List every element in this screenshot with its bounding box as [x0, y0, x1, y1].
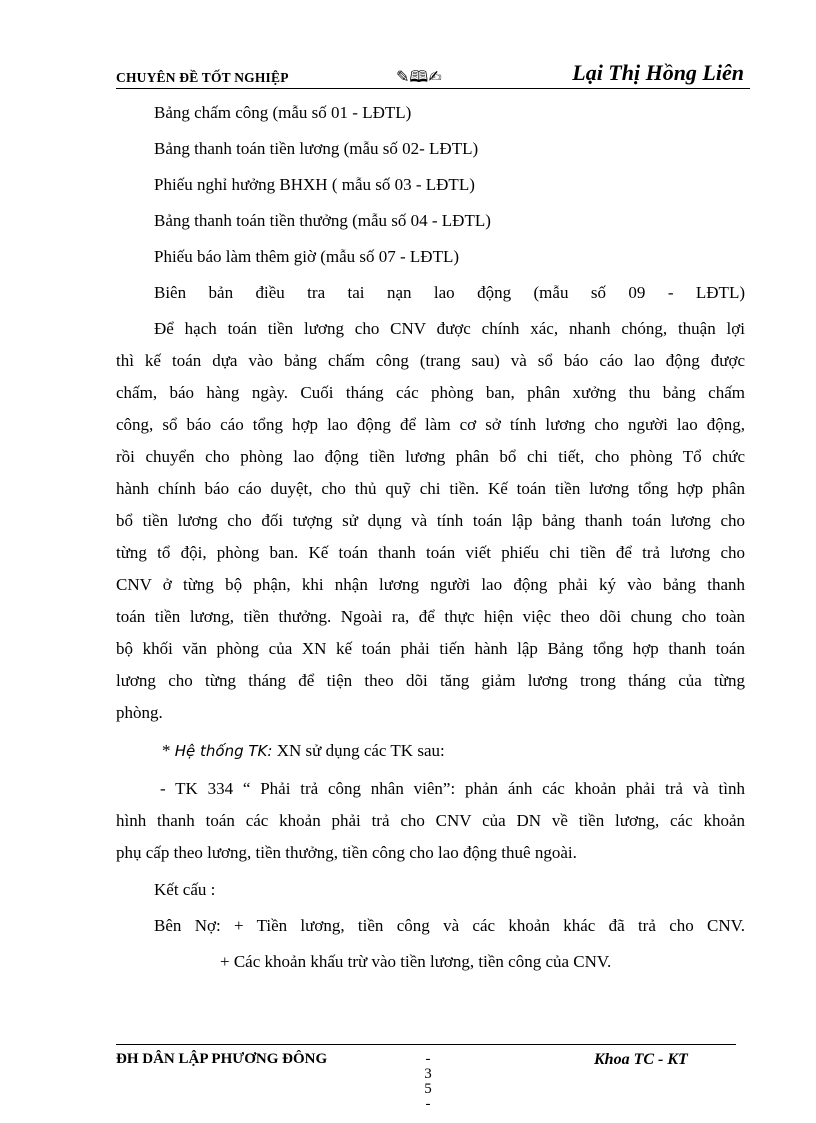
- debit-line: Bên Nợ: + Tiền lương, tiền công và các khoản khác đã trả cho CNV.: [154, 916, 745, 935]
- page-footer: [116, 1044, 736, 1068]
- paragraph-line: chấm, báo hàng ngày. Cuối tháng các phòng ban, phân xưởng thu bảng chấm: [116, 383, 745, 402]
- paragraph-line: toán tiền lương, tiền thưởng. Ngoài ra, để thực hiện việc theo dõi chung cho toàn: [116, 607, 745, 626]
- page-number-char: -: [425, 1051, 431, 1067]
- form-item: Phiếu nghỉ hưởng BHXH ( mẫu số 03 - LĐTL): [154, 175, 475, 194]
- page-number-char: 5: [424, 1081, 432, 1097]
- page-header: [116, 58, 750, 89]
- footer-university: ĐH DÂN LẬP PHƯƠNG ĐÔNG: [116, 1051, 328, 1067]
- paragraph-line: CNV ở từng bộ phận, khi nhận lương người lao động phải ký vào bảng thanh: [116, 575, 745, 594]
- paragraph-line: phòng.: [116, 703, 163, 722]
- system-accounts-label: Hệ thống TK:: [174, 742, 273, 760]
- footer-faculty: Khoa TC - KT: [594, 1051, 688, 1068]
- header-document-title: CHUYÊN ĐỀ TỐT NGHIỆP: [116, 70, 289, 85]
- page-number-char: -: [425, 1096, 431, 1112]
- structure-label: Kết cấu :: [154, 880, 216, 899]
- paragraph-line: từng tổ đội, phòng ban. Kế toán thanh toán viết phiếu chi tiền để trả lương cho: [116, 543, 745, 562]
- page-number-char: 3: [424, 1066, 432, 1082]
- paragraph-line: Để hạch toán tiền lương cho CNV được chính xác, nhanh chóng, thuận lợi: [154, 319, 745, 338]
- paragraph-line: thì kế toán dựa vào bảng chấm công (trang sau) và sổ báo cáo lao động được: [116, 351, 745, 370]
- tk334-line: - TK 334 “ Phải trả công nhân viên”: phản ánh các khoản phải trả và tình: [160, 779, 745, 798]
- paragraph-line: lương cho từng tháng để tiện theo dõi tăng giảm lương trong tháng của từng: [116, 671, 745, 690]
- form-item: Phiếu báo làm thêm giờ (mẫu số 07 - LĐTL): [154, 247, 460, 266]
- system-accounts-text: XN sử dụng các TK sau:: [272, 741, 445, 760]
- paragraph-line: bổ tiền lương cho đối tượng sử dụng và tính toán lập bảng thanh toán lương cho: [116, 511, 745, 530]
- form-item: Bảng chấm công (mẫu số 01 - LĐTL): [154, 103, 412, 122]
- paragraph-line: công, sổ báo cáo tổng hợp lao động để làm cơ sở tính lương cho người lao động,: [116, 415, 745, 434]
- debit-line: + Các khoản khấu trừ vào tiền lương, tiền công của CNV.: [220, 952, 612, 971]
- header-author-name: Lại Thị Hồng Liên: [572, 60, 744, 85]
- page-number: [420, 1052, 436, 1112]
- bullet-asterisk: *: [162, 741, 175, 760]
- form-item: Biên bản điều tra tai nạn lao động (mẫu số 09 - LĐTL): [154, 283, 745, 302]
- form-item: Bảng thanh toán tiền thưởng (mẫu số 04 - LĐTL): [154, 211, 491, 230]
- form-item: Bảng thanh toán tiền lương (mẫu số 02- LĐTL): [154, 139, 479, 158]
- paragraph-line: bộ khối văn phòng của XN kế toán phải tiến hành lập Bảng tổng hợp thanh toán: [116, 639, 745, 658]
- book-pen-ornament-icon: ✎🕮✍: [396, 67, 442, 86]
- system-accounts-line: [116, 741, 791, 761]
- tk334-line: phụ cấp theo lương, tiền thưởng, tiền công cho lao động thuê ngoài.: [116, 843, 577, 862]
- paragraph-line: rồi chuyển cho phòng lao động tiền lương phân bổ chi tiết, cho phòng Tổ chức: [116, 447, 745, 466]
- paragraph-line: hành chính báo cáo duyệt, cho thủ quỹ chi tiền. Kế toán tiền lương tổng hợp phân: [116, 479, 745, 498]
- tk334-line: hình thanh toán các khoản phải trả cho CNV của DN về tiền lương, các khoản: [116, 811, 745, 830]
